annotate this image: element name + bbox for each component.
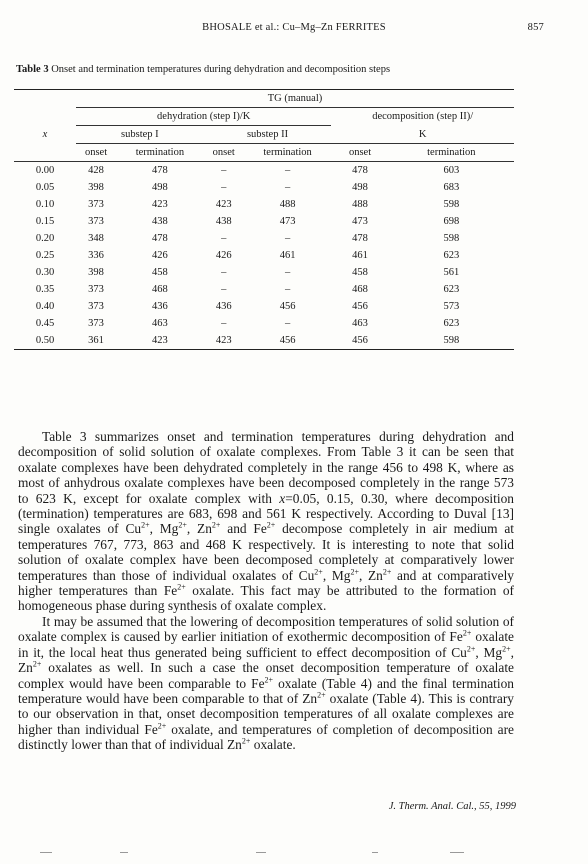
table-cell: 456 xyxy=(279,335,296,346)
table-cell: 698 xyxy=(443,216,460,227)
substep1-header: substep I xyxy=(76,126,204,144)
table-cell: 623 xyxy=(443,284,460,295)
table-row xyxy=(14,162,514,180)
table-cell: 373 xyxy=(88,216,104,227)
table-row xyxy=(14,281,514,298)
step2-header-line2: K xyxy=(331,126,514,144)
table-cell: 498 xyxy=(152,182,168,193)
table-cell: – xyxy=(284,318,291,329)
table-cell: 426 xyxy=(152,250,168,261)
table-cell: 623 xyxy=(443,250,460,261)
table-cell: 0.05 xyxy=(35,182,55,193)
table-cell: 423 xyxy=(152,199,168,210)
col-onset: onset xyxy=(84,147,108,158)
table-cell: 0.35 xyxy=(35,284,55,295)
table-cell: 0.00 xyxy=(35,165,55,176)
table-cell: 438 xyxy=(152,216,168,227)
table-cell: – xyxy=(221,284,227,295)
table-cell: 426 xyxy=(215,250,232,261)
table-row xyxy=(14,213,514,230)
x-header: x xyxy=(42,129,48,140)
table-cell: – xyxy=(284,182,291,193)
table-cell: 473 xyxy=(352,216,368,227)
table-cell: 373 xyxy=(88,199,104,210)
table-cell: 0.45 xyxy=(35,318,55,329)
table-cell: 361 xyxy=(88,335,104,346)
table-row xyxy=(14,332,514,350)
col-onset: onset xyxy=(348,147,372,158)
table-cell: – xyxy=(221,182,227,193)
table-cell: – xyxy=(221,233,227,244)
table-cell: 0.10 xyxy=(35,199,55,210)
table-cell: 461 xyxy=(279,250,296,261)
table-caption-text: Onset and termination temperatures during dehydration and decomposition steps xyxy=(48,64,391,75)
table-cell: 398 xyxy=(88,182,104,193)
table-cell: 456 xyxy=(352,301,368,312)
table-row xyxy=(14,196,514,213)
table-cell: 423 xyxy=(215,335,232,346)
table-cell: 336 xyxy=(88,250,104,261)
table-cell: 458 xyxy=(152,267,168,278)
table-cell: 398 xyxy=(88,267,104,278)
substep2-header: substep II xyxy=(204,126,332,144)
table-cell: 458 xyxy=(352,267,368,278)
table-row xyxy=(14,230,514,247)
table-caption xyxy=(16,64,390,75)
col-termination: termination xyxy=(427,147,476,158)
table-cell: 348 xyxy=(88,233,104,244)
table-cell: – xyxy=(284,165,291,176)
table-cell: 373 xyxy=(88,301,104,312)
table-cell: 488 xyxy=(279,199,296,210)
table-cell: 478 xyxy=(352,233,368,244)
page-number: 857 xyxy=(527,22,544,33)
table-cell: – xyxy=(221,267,227,278)
table-cell: 423 xyxy=(152,335,168,346)
table-row xyxy=(14,247,514,264)
table-cell: 598 xyxy=(443,335,460,346)
table-cell: 0.30 xyxy=(35,267,55,278)
table-cell: 0.50 xyxy=(35,335,55,346)
table-cell: 456 xyxy=(352,335,368,346)
table-cell: 603 xyxy=(443,165,460,176)
table-cell: 461 xyxy=(352,250,368,261)
paragraph-2: It may be assumed that the lowering of decomposition temperatures of solid solution of oxalate complex is caused by earlier initiation of exothermic decomposition of $Fe^{2+}$ oxalate in it, the local heat thus generated being sufficient to effect decomposition of $Cu^{2+}$, $Mg^{2+}$, $Zn^{2+}$ oxalates as well. In such a case the onset decomposition temperature of oxalate complex would have been comparable to $Fe^{2+}$ oxalate (Table 4) and the final termination temperature would have been comparable to that of $Zn^{2+}$ oxalate (Table 4). This is contrary to our observation in that, onset decomposition temperatures of all oxalate complexes are higher than individual $Fe^{2+}$ oxalate, and temperatures of completion of decomposition are distinctly lower than that of individual $Zn^{2+}$ oxalate. xyxy=(18,613,515,753)
table-cell: 463 xyxy=(152,318,168,329)
step1-header: dehydration (step I)/K xyxy=(76,108,331,126)
table-cell: – xyxy=(284,233,291,244)
table-cell: 463 xyxy=(352,318,368,329)
group-header: TG (manual) xyxy=(76,90,514,108)
table-cell: – xyxy=(221,318,227,329)
table-cell: 0.15 xyxy=(35,216,55,227)
table-cell: – xyxy=(284,284,291,295)
table-cell: 478 xyxy=(152,233,168,244)
paragraph-1: Table 3 summarizes onset and termination temperatures during dehydration and decomposition of solid solution of oxalate complexes. From Table 3 it can be seen that oxalate complexes have been dehydrated completely in the range 456 to 498 K, where as most of anhydrous oxalate complexes have been decomposed completely in the range 573 to 623 K, except for oxalate complex with x=0.05, 0.15, 0.30, where decomposition (termination) temperatures are 683, 698 and 561 K respectively. According to Duval [13] single oxalates of $Cu^{2+}$, $Mg^{2+}$, $Zn^{2+}$ and $Fe^{2+}$ decompose completely in air medium at temperatures 767, 773, 863 and 468 K respectively. It is interesting to note that solid solution of oxalate complex have been decomposed completely at comparatively lower temperatures than those of individual oxalates of $Cu^{2+}$, $Mg^{2+}$, $Zn^{2+}$ and at comparatively higher temperatures than $Fe^{2+}$ oxalate. This fact may be attributed to the formation of homogeneous phase during synthesis of oxalate complex. xyxy=(18,429,515,614)
table-cell: 436 xyxy=(215,301,232,312)
table-cell: 573 xyxy=(443,301,460,312)
running-title: BHOSALE et al.: Cu–Mg–Zn FERRITES xyxy=(202,22,386,33)
table-label: Table 3 xyxy=(16,64,49,75)
body-text xyxy=(18,429,514,753)
table-cell: 0.40 xyxy=(35,301,55,312)
table-cell: 478 xyxy=(152,165,168,176)
table-cell: 0.20 xyxy=(35,233,55,244)
table-cell: 498 xyxy=(352,182,368,193)
table-cell: 473 xyxy=(279,216,296,227)
table-cell: 373 xyxy=(88,284,104,295)
table-cell: – xyxy=(221,165,227,176)
table-cell: 683 xyxy=(443,182,460,193)
table-cell: – xyxy=(284,267,291,278)
temperature-table xyxy=(14,89,514,350)
table-row xyxy=(14,264,514,281)
table-cell: 468 xyxy=(152,284,168,295)
table-cell: 436 xyxy=(152,301,168,312)
table-cell: 478 xyxy=(352,165,368,176)
col-termination: termination xyxy=(135,147,185,158)
journal-citation: J. Therm. Anal. Cal., 55, 1999 xyxy=(388,801,516,812)
table-row xyxy=(14,298,514,315)
table-cell: 623 xyxy=(443,318,460,329)
table-cell: 423 xyxy=(215,199,232,210)
col-termination: termination xyxy=(263,147,312,158)
table-cell: 468 xyxy=(352,284,368,295)
table-row xyxy=(14,179,514,196)
table-cell: 0.25 xyxy=(35,250,55,261)
scan-artifacts xyxy=(0,850,588,856)
col-onset: onset xyxy=(212,147,235,158)
table-cell: 438 xyxy=(215,216,232,227)
table-cell: 373 xyxy=(88,318,104,329)
table-cell: 428 xyxy=(88,165,104,176)
table-row xyxy=(14,315,514,332)
table-cell: 561 xyxy=(443,267,460,278)
step2-header-line1: decomposition (step II)/ xyxy=(372,111,474,123)
table-cell: 456 xyxy=(279,301,296,312)
table-cell: 598 xyxy=(443,199,460,210)
table-cell: 598 xyxy=(443,233,460,244)
table-cell: 488 xyxy=(352,199,368,210)
